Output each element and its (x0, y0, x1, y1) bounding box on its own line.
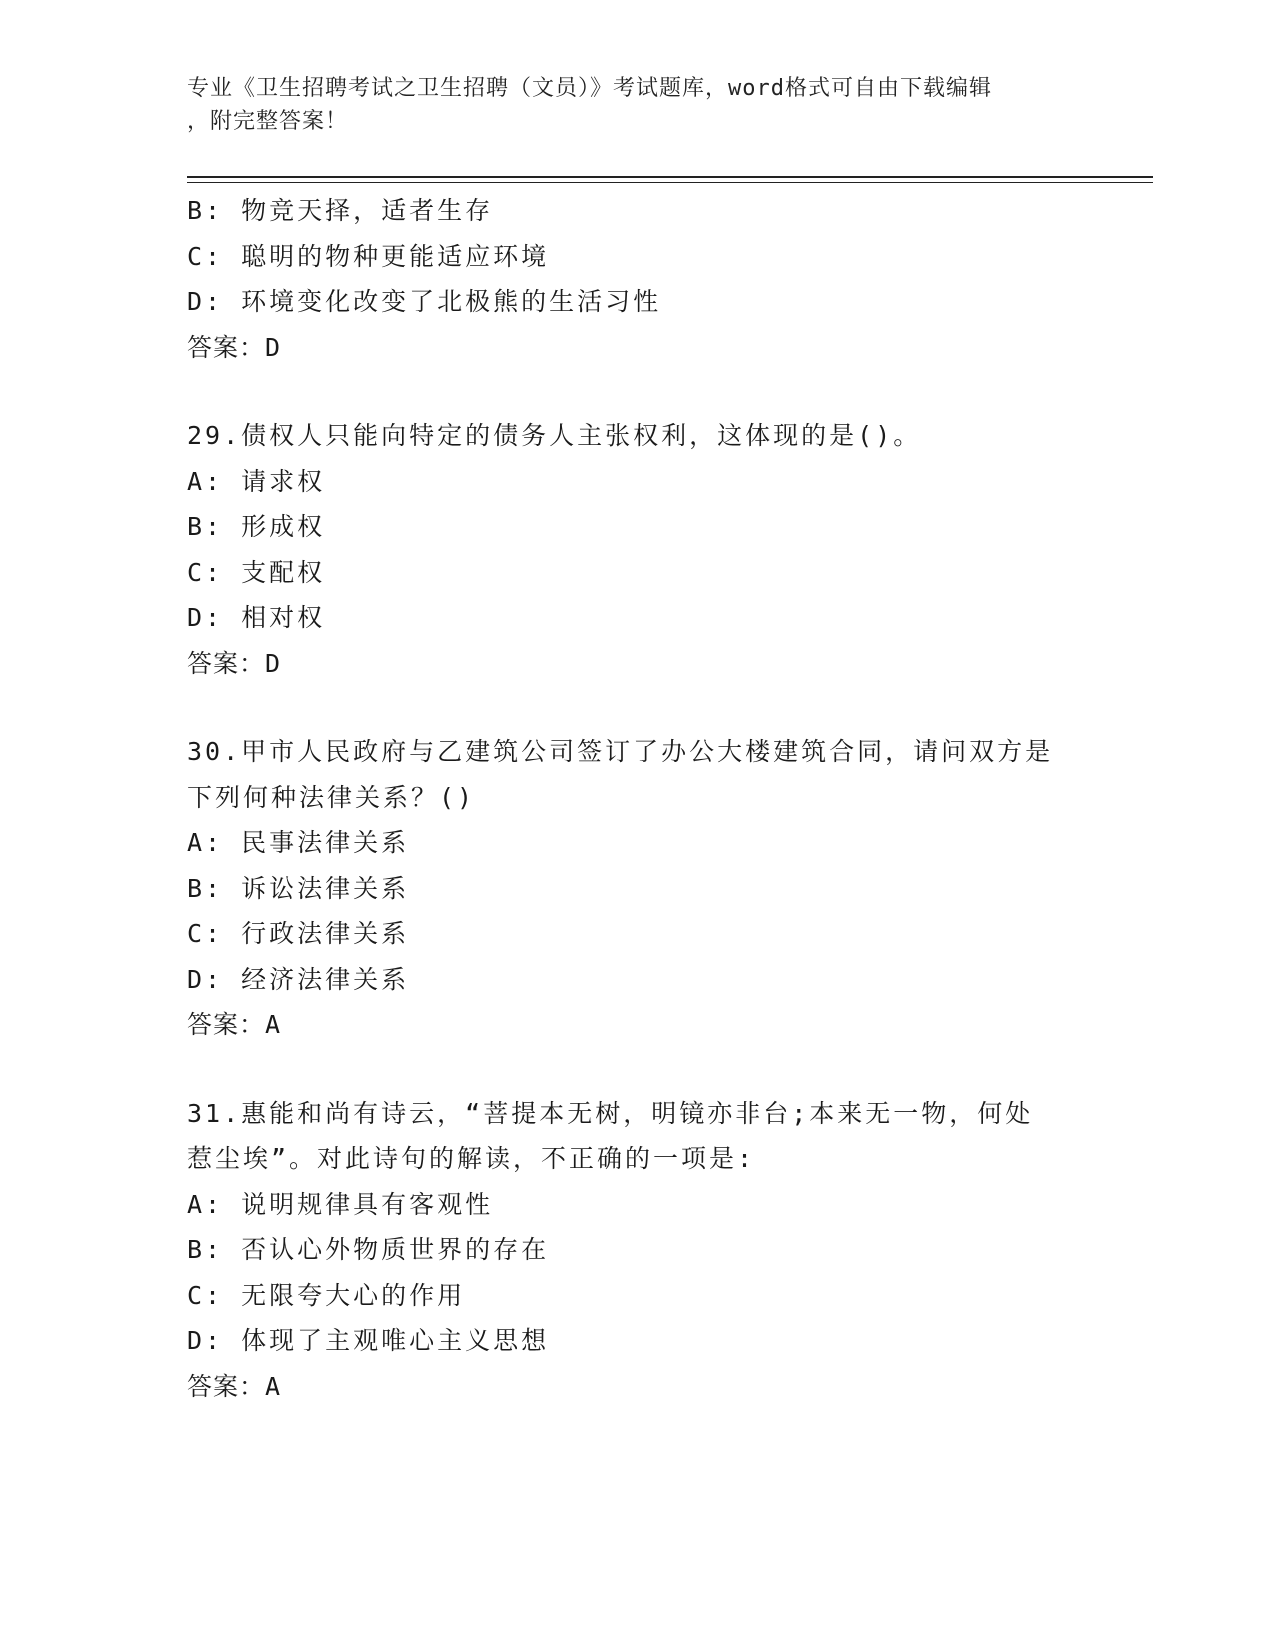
answer-value: A (265, 1010, 284, 1039)
option-b: B: 形成权 (187, 512, 326, 541)
answer-line (187, 325, 1087, 371)
option-a: A: 说明规律具有客观性 (187, 1189, 494, 1219)
question-30 (187, 729, 1087, 1048)
option-a: A: 民事法律关系 (187, 828, 410, 857)
question-text-line-1: 30.甲市人民政府与乙建筑公司签订了办公大楼建筑合同，请问双方是 (187, 737, 1054, 766)
question-text-line-1: 31.惠能和尚有诗云，“菩提本无树，明镜亦非台;本来无一物，何处 (187, 1098, 1034, 1128)
question-list (187, 188, 1087, 1452)
answer-label: 答案： (187, 1010, 266, 1039)
option-a: A: 请求权 (187, 466, 326, 496)
option-c: C: 无限夸大心的作用 (187, 1280, 466, 1310)
header-divider-thick (187, 176, 1153, 178)
answer-value: A (265, 1371, 284, 1401)
option-b: B: 诉讼法律关系 (187, 873, 410, 903)
option-c: C: 聪明的物种更能适应环境 (187, 241, 550, 271)
option-d: D: 体现了主观唯心主义思想 (187, 1326, 550, 1355)
header-divider-thin (187, 182, 1153, 183)
question-text-line-2: 惹尘埃”。对此诗句的解读，不正确的一项是: (187, 1144, 756, 1173)
question-text-line-2: 下列何种法律关系？() (187, 782, 476, 812)
question-text: 29.债权人只能向特定的债务人主张权利，这体现的是()。 (187, 421, 922, 450)
option-c: C: 支配权 (187, 557, 326, 587)
option-c: C: 行政法律关系 (187, 919, 410, 948)
question-31 (187, 1091, 1087, 1410)
question-28 (187, 188, 1087, 370)
option-b: B: 否认心外物质世界的存在 (187, 1235, 550, 1264)
header-line-2: ，附完整答案！ (187, 109, 349, 134)
answer-value: D (265, 648, 284, 678)
option-d: D: 相对权 (187, 603, 326, 632)
option-d: D: 环境变化改变了北极熊的生活习性 (187, 287, 662, 316)
answer-line (187, 641, 1087, 687)
document-header (187, 72, 1087, 138)
question-29 (187, 413, 1087, 686)
answer-label: 答案： (187, 332, 266, 362)
answer-label: 答案： (187, 648, 266, 678)
answer-label: 答案： (187, 1371, 266, 1401)
option-b: B: 物竞天择，适者生存 (187, 196, 494, 225)
option-d: D: 经济法律关系 (187, 964, 410, 994)
answer-line (187, 1364, 1087, 1410)
header-line-1: 专业《卫生招聘考试之卫生招聘（文员）》考试题库，word格式可自由下载编辑 (187, 76, 992, 101)
answer-value: D (265, 332, 284, 362)
answer-line (187, 1002, 1087, 1048)
